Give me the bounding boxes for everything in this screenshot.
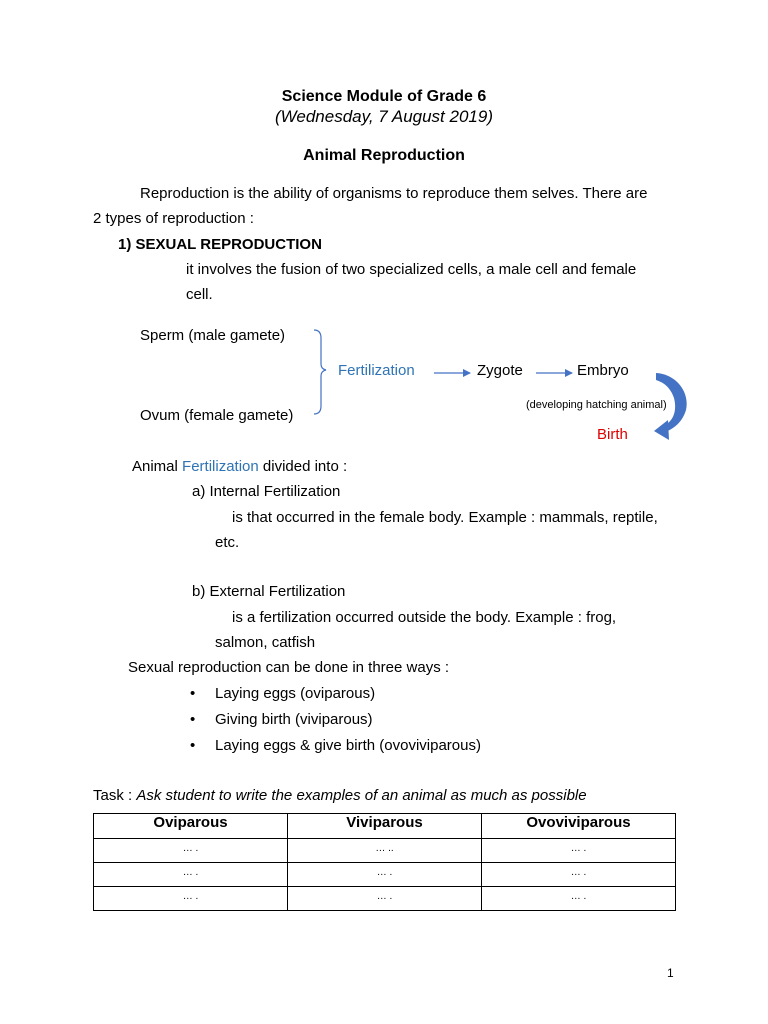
external-title: b) External Fertilization (192, 583, 346, 600)
diagram-birth: Birth (597, 426, 628, 443)
header-viviparous: Viviparous (288, 814, 482, 839)
fertilization-intro-prefix: Animal (132, 458, 183, 475)
table-cell: … . (288, 887, 482, 911)
table-cell: … . (94, 863, 288, 887)
ways-intro: Sexual reproduction can be done in three ways : (128, 659, 450, 676)
table-row (94, 887, 676, 911)
page-date: (Wednesday, 7 August 2019) (275, 107, 493, 126)
table-cell: … . (482, 839, 676, 863)
table-cell: … .. (288, 839, 482, 863)
table-cell: … . (94, 839, 288, 863)
list-item: • Giving birth (viviparous) (215, 711, 373, 729)
diagram-sperm: Sperm (male gamete) (140, 327, 286, 344)
curved-arrow-icon (656, 373, 687, 432)
header-oviparous: Oviparous (94, 814, 288, 839)
external-desc-line-2: salmon, catfish (215, 634, 316, 651)
fertilization-intro-suffix: divided into : (258, 458, 348, 475)
fertilization-intro-word: Fertilization (182, 458, 259, 475)
topic-heading: Animal Reproduction (303, 147, 465, 164)
task-label: Task : (93, 787, 137, 804)
table-cell: … . (482, 863, 676, 887)
external-desc-line-1: is a fertilization occurred outside the body. Example : frog, (232, 609, 617, 626)
list-item: • Laying eggs (oviparous) (215, 685, 375, 703)
task-line (93, 787, 587, 805)
page-number: 1 (667, 966, 674, 980)
task-table (93, 813, 676, 911)
diagram-fertilization: Fertilization (338, 362, 415, 379)
section-heading-sexual: 1) SEXUAL REPRODUCTION (118, 236, 322, 253)
internal-desc-line-2: etc. (215, 534, 240, 551)
list-item: • Laying eggs & give birth (ovoviviparous) (215, 737, 481, 755)
bracket-icon (314, 330, 326, 414)
diagram-ovum: Ovum (female gamete) (140, 407, 294, 424)
fertilization-intro (132, 458, 347, 476)
curved-arrow-head-icon (654, 420, 669, 440)
section-desc-line-1: it involves the fusion of two specialized cells, a male cell and female (186, 261, 637, 278)
internal-desc-line-1: is that occurred in the female body. Example : mammals, reptile, (232, 509, 658, 526)
header-ovoviviparous: Ovoviviparous (482, 814, 676, 839)
table-cell: … . (94, 887, 288, 911)
intro-line-1: Reproduction is the ability of organisms to reproduce them selves. There are (140, 185, 648, 202)
table-row (94, 863, 676, 887)
page-title: Science Module of Grade 6 (281, 88, 487, 105)
table-row (94, 839, 676, 863)
internal-title: a) Internal Fertilization (192, 483, 341, 500)
diagram-embryo: Embryo (577, 362, 629, 379)
task-instruction: Ask student to write the examples of an animal as much as possible (136, 787, 587, 804)
diagram-note: (developing hatching animal) (526, 399, 667, 411)
diagram-zygote: Zygote (477, 362, 523, 379)
table-cell: … . (288, 863, 482, 887)
table-cell: … . (482, 887, 676, 911)
table-header-row (94, 814, 676, 839)
section-desc-line-2: cell. (186, 286, 213, 303)
intro-line-2: 2 types of reproduction : (93, 210, 254, 227)
